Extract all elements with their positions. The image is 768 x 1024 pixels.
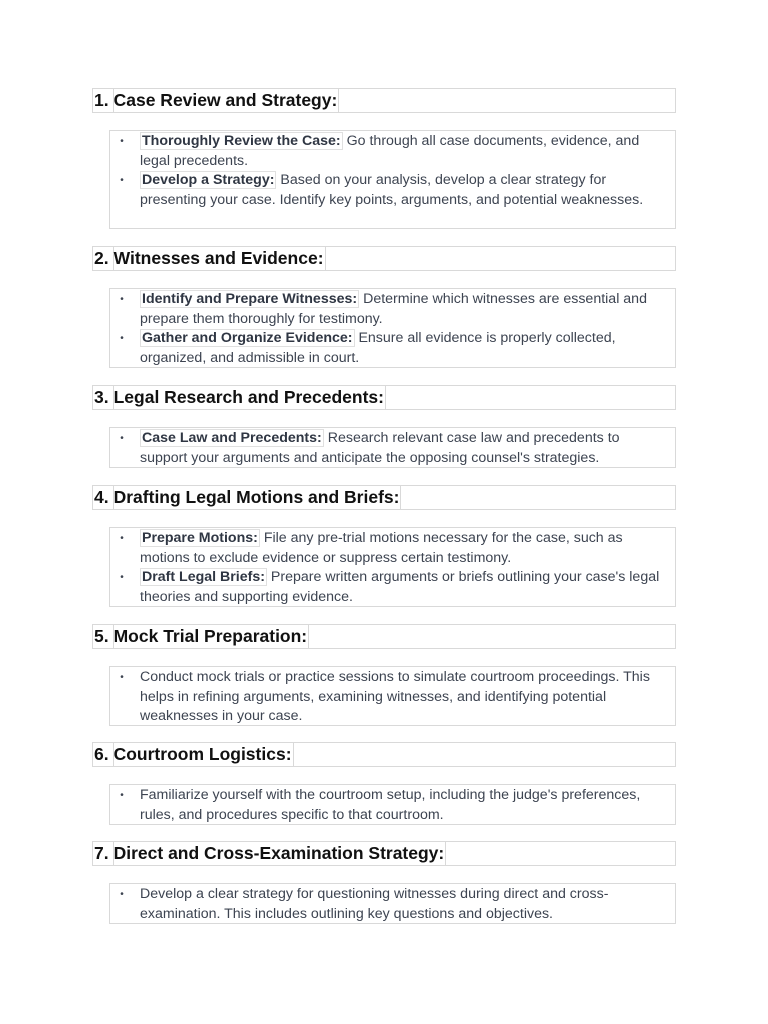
list-item [110, 329, 675, 368]
item-text: File any pre-trial motions necessary for the case, such as motions to exclude evidence or suppress certain testimony. [140, 530, 623, 566]
list-item [110, 132, 675, 171]
bullet-icon: • [120, 790, 124, 801]
section-list [109, 883, 676, 924]
item-text: Determine which witnesses are essential and prepare them thoroughly for testimony. [140, 291, 647, 327]
bullet-icon: • [120, 333, 124, 345]
section-heading [92, 385, 676, 410]
section-heading [92, 88, 676, 113]
item-term: Prepare Motions: [142, 530, 258, 546]
list-item [110, 290, 675, 329]
section-heading [92, 485, 676, 510]
list-item [110, 529, 675, 568]
section-heading [92, 742, 676, 767]
bullet-icon: • [120, 889, 124, 900]
section-title: Drafting Legal Motions and Briefs: [113, 487, 400, 507]
section-list [109, 288, 676, 368]
item-term: Draft Legal Briefs: [142, 569, 265, 586]
section-number: 4. [94, 487, 109, 507]
section-list [109, 130, 676, 229]
list-item [110, 171, 675, 210]
bullet-icon: • [120, 572, 124, 584]
section-heading [92, 841, 676, 866]
bullet-icon: • [120, 175, 124, 187]
section-title: Witnesses and Evidence: [113, 248, 324, 268]
section-list [109, 666, 676, 726]
item-text: Familiarize yourself with the courtroom setup, including the judge's preferences, rules, and procedures specific to that courtroom. [140, 787, 641, 823]
list-item [110, 429, 675, 468]
bullet-icon: • [120, 294, 124, 305]
list-item [110, 568, 675, 607]
item-text: Ensure all evidence is properly collected, organized, and admissible in court. [140, 330, 616, 366]
section-number: 5. [94, 626, 109, 646]
section-number: 7. [94, 843, 109, 863]
list-item [110, 885, 675, 924]
section-title: Mock Trial Preparation: [113, 626, 308, 646]
item-term: Case Law and Precedents: [142, 430, 322, 446]
bullet-icon: • [120, 672, 124, 683]
item-text: Research relevant case law and precedents to support your arguments and anticipate the opposing counsel's strategies. [140, 430, 620, 466]
item-text: Develop a clear strategy for questioning witnesses during direct and cross-examination. This includes outlining key questions and objectives. [140, 886, 609, 922]
section-title: Direct and Cross-Examination Strategy: [113, 843, 445, 863]
section-number: 3. [94, 387, 109, 407]
section-list [109, 527, 676, 607]
section-list [109, 784, 676, 825]
item-term: Thoroughly Review the Case: [142, 133, 341, 149]
item-term: Develop a Strategy: [142, 172, 275, 189]
list-item [110, 786, 675, 825]
item-text: Conduct mock trials or practice sessions to simulate courtroom proceedings. This helps in refining arguments, examining witnesses, and identifying potential weaknesses in your case. [140, 669, 650, 725]
bullet-icon: • [120, 533, 124, 544]
item-term: Gather and Organize Evidence: [142, 330, 353, 347]
section-number: 6. [94, 744, 109, 764]
item-text: Based on your analysis, develop a clear strategy for presenting your case. Identify key points, arguments, and potential weaknesses. [140, 172, 644, 208]
section-title: Courtroom Logistics: [113, 744, 292, 764]
section-title: Legal Research and Precedents: [113, 387, 384, 407]
list-item [110, 668, 675, 727]
item-term: Identify and Prepare Witnesses: [142, 291, 358, 307]
section-heading [92, 624, 676, 649]
item-text: Prepare written arguments or briefs outlining your case's legal theories and supporting evidence. [140, 569, 660, 605]
item-text: Go through all case documents, evidence, and legal precedents. [140, 133, 640, 169]
bullet-icon: • [120, 433, 124, 444]
section-number: 1. [94, 90, 109, 110]
section-list [109, 427, 676, 468]
section-title: Case Review and Strategy: [113, 90, 338, 110]
section-number: 2. [94, 248, 109, 268]
bullet-icon: • [120, 136, 124, 147]
section-heading [92, 246, 676, 271]
